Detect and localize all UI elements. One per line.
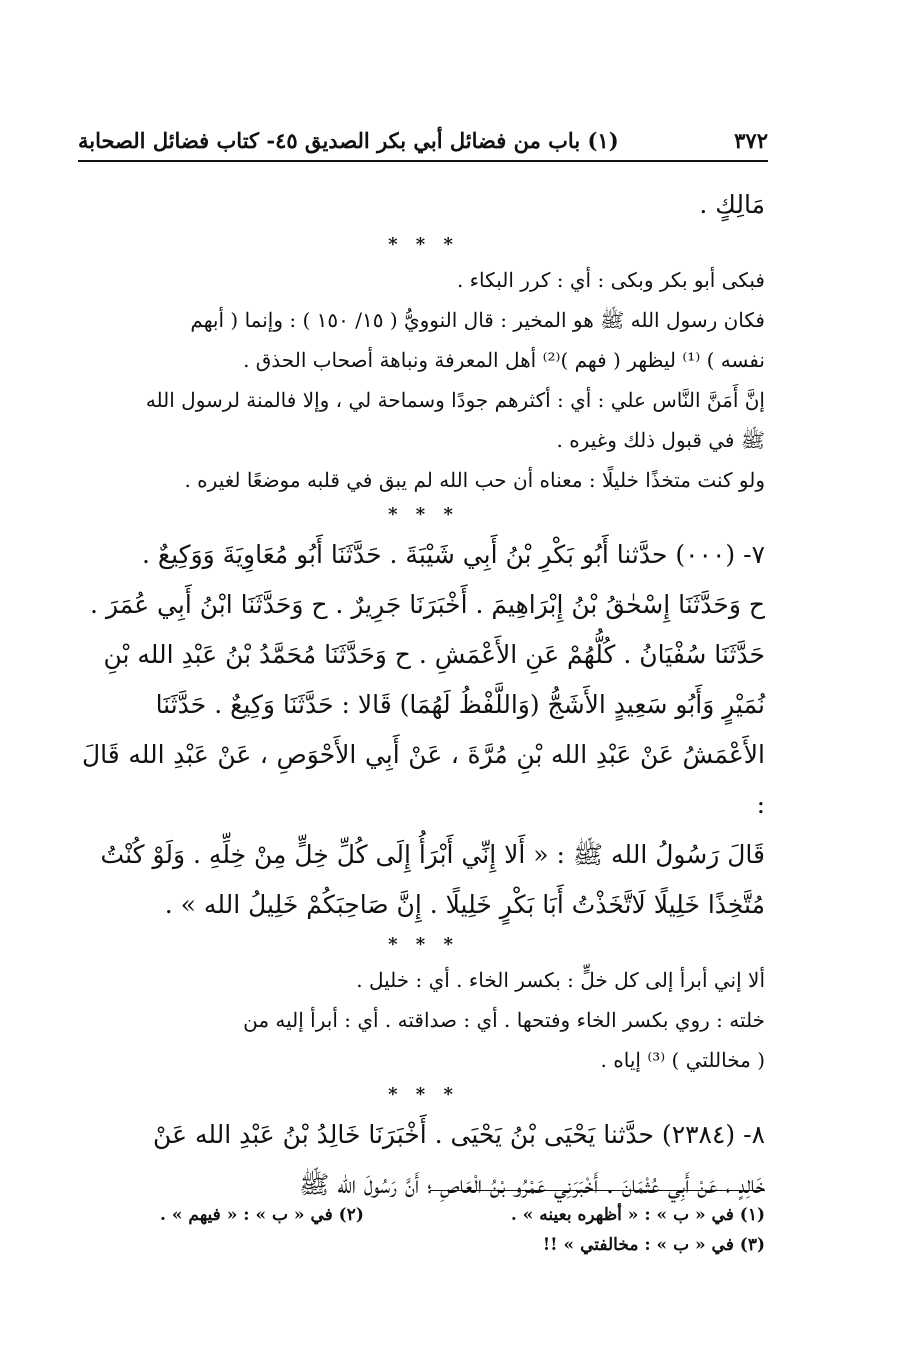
section-separator: * * * [388, 504, 459, 525]
gloss-line: خلته : روي بكسر الخاء وفتحها . أي : صداقته . أي : أبرأ إليه من [243, 1008, 765, 1032]
hadith-line: خَالِدٍ ، عَنْ أَبِي عُثْمَانَ . أَخْبَرَنِي عَمْرُو بْنُ الْعَاصِ ؛ أَنَّ رَسُولَ الله ﷺ [299, 1170, 765, 1199]
footnote-2: (٢) في « ب » : « فيهم » . [160, 1205, 364, 1225]
section-separator: * * * [388, 234, 459, 255]
footnote-divider [430, 1190, 765, 1191]
main-text [82, 180, 765, 1210]
footnote-3: (٣) في « ب » : مخالفتي » !! [542, 1235, 765, 1255]
hadith-line: مُتَّخِذًا خَلِيلًا لَاتَّخَذْتُ أَبَا بَكْرٍ خَلِيلًا . إِنَّ صَاحِبَكُمْ خَلِيلُ الله » . [164, 890, 765, 919]
gloss-line: ﷺ في قبول ذلك وغيره . [556, 428, 765, 452]
gloss-line: ( مخاللتي ) ⁽³⁾ إياه . [600, 1048, 765, 1072]
gloss-line: نفسه ) ⁽¹⁾ ليظهر ( فهم )⁽²⁾ أهل المعرفة ونباهة أصحاب الحذق . [243, 348, 765, 372]
running-header [78, 128, 768, 153]
hadith-8 [82, 1110, 765, 1210]
hadith-line: ٨- (٢٣٨٤) حدَّثنا يَحْيَى بْنُ يَحْيَى . أَخْبَرَنَا خَالِدُ بْنُ عَبْدِ الله عَنْ [153, 1120, 765, 1149]
footnote-row [160, 1200, 765, 1230]
gloss-line: ألا إني أبرأ إلى كل خلٍّ : بكسر الخاء . أي : خليل . [356, 968, 765, 992]
page-number: ٣٧٢ [734, 128, 768, 153]
continued-line: مَالِكٍ . [699, 190, 765, 219]
hadith-line: قَالَ رَسُولُ الله ﷺ : « أَلا إِنِّي أَبْرَأُ إِلَى كُلِّ خِلٍّ مِنْ خِلِّهِ . وَلَوْ كُنْتُ [100, 840, 765, 869]
section-separator: * * * [388, 934, 459, 955]
gloss-line: إنَّ أَمَنَّ النَّاس علي : أي : أكثرهم جودًا وسماحة لي ، وإلا فالمنة لرسول الله [145, 388, 765, 412]
running-title: (١) باب من فضائل أبي بكر الصديق ٤٥- كتاب فضائل الصحابة [78, 128, 619, 153]
hadith-7 [82, 530, 765, 930]
hadith-line: الأَعْمَشُ عَنْ عَبْدِ الله بْنِ مُرَّةَ ، عَنْ أَبِي الأَحْوَصِ ، عَنْ عَبْدِ الله قَالَ : [82, 740, 765, 819]
gloss-line: فكان رسول الله ﷺ هو المخير : قال النوويُّ ( ١٥/ ١٥٠ ) : وإنما ( أبهم [190, 308, 765, 332]
gloss-line: ولو كنت متخذًا خليلًا : معناه أن حب الله لم يبق في قلبه موضعًا لغيره . [184, 468, 765, 492]
footnotes [160, 1200, 765, 1260]
hadith-line: ٧- (٠٠٠) حدَّثنا أَبُو بَكْرِ بْنُ أَبِي شَيْبَةَ . حَدَّثَنَا أَبُو مُعَاوِيَةَ وَوَكِيعٌ . [141, 540, 765, 569]
hadith-line: ح وَحَدَّثَنَا إِسْحٰقُ بْنُ إِبْرَاهِيمَ . أَخْبَرَنَا جَرِيرٌ . ح وَحَدَّثَنَا ابْنُ أَبِي عُمَرَ . [90, 590, 765, 619]
footnote-row [160, 1230, 765, 1260]
footnote-1: (١) في « ب » : « أظهره بعينه » . [510, 1205, 765, 1225]
gloss-paragraph: فبكى أبو بكر وبكى : أي : كرر البكاء . [456, 268, 765, 292]
section-separator: * * * [388, 1084, 459, 1105]
hadith-line: نُمَيْرٍ وَأَبُو سَعِيدٍ الأَشَجُّ (وَاللَّفْظُ لَهُمَا) قَالا : حَدَّثَنَا وَكِيعٌ . حَدَّثَنَا [155, 690, 765, 719]
header-divider [78, 160, 768, 162]
hadith-line: حَدَّثَنَا سُفْيَانُ . كُلُّهُمْ عَنِ الأَعْمَشِ . ح وَحَدَّثَنَا مُحَمَّدُ بْنُ عَبْدِ الله بْنِ [103, 640, 765, 669]
